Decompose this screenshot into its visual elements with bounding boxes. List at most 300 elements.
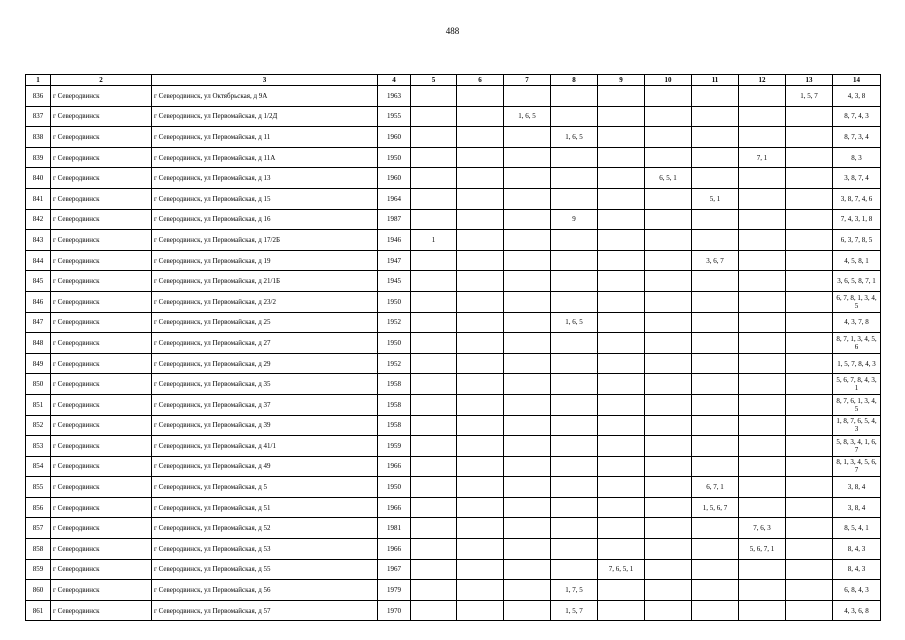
cell-col-13	[786, 477, 833, 498]
table-row	[26, 86, 881, 107]
table-row	[26, 374, 881, 395]
cell-col-9	[598, 539, 645, 560]
cell-col-7	[504, 188, 551, 209]
cell-col-8	[551, 518, 598, 539]
cell-col-5	[411, 333, 457, 354]
cell-col-7	[504, 333, 551, 354]
cell-col-13	[786, 188, 833, 209]
cell-col-11	[692, 271, 739, 292]
cell-col-13	[786, 518, 833, 539]
cell-col-8	[551, 456, 598, 477]
cell-col-14: 3, 8, 4	[833, 497, 881, 518]
cell-col-3: г Северодвинск, ул Первомайская, д 35	[152, 374, 378, 395]
cell-col-13	[786, 147, 833, 168]
cell-col-4: 1950	[378, 147, 411, 168]
cell-col-3: г Северодвинск, ул Первомайская, д 15	[152, 188, 378, 209]
cell-col-8	[551, 86, 598, 107]
cell-col-11	[692, 456, 739, 477]
cell-col-1: 856	[26, 497, 51, 518]
cell-col-1: 836	[26, 86, 51, 107]
cell-col-8	[551, 477, 598, 498]
table-body	[26, 86, 881, 621]
cell-col-13	[786, 580, 833, 601]
cell-col-14: 6, 7, 8, 1, 3, 4, 5	[833, 291, 881, 312]
column-header-2: 2	[51, 75, 152, 86]
cell-col-8	[551, 230, 598, 251]
cell-col-13	[786, 600, 833, 621]
cell-col-10	[645, 291, 692, 312]
cell-col-12	[739, 188, 786, 209]
column-header-9: 9	[598, 75, 645, 86]
cell-col-12	[739, 168, 786, 189]
cell-col-7	[504, 168, 551, 189]
cell-col-10	[645, 518, 692, 539]
cell-col-8: 9	[551, 209, 598, 230]
cell-col-3: г Северодвинск, ул Первомайская, д 52	[152, 518, 378, 539]
cell-col-7: 1, 6, 5	[504, 106, 551, 127]
cell-col-1: 855	[26, 477, 51, 498]
cell-col-6	[457, 415, 504, 436]
cell-col-2: г Северодвинск	[51, 497, 152, 518]
cell-col-4: 1950	[378, 291, 411, 312]
table-row	[26, 456, 881, 477]
cell-col-11: 1, 5, 6, 7	[692, 497, 739, 518]
cell-col-8	[551, 147, 598, 168]
cell-col-9: 7, 6, 5, 1	[598, 559, 645, 580]
cell-col-2: г Северодвинск	[51, 209, 152, 230]
cell-col-4: 1979	[378, 580, 411, 601]
cell-col-10	[645, 86, 692, 107]
cell-col-7	[504, 559, 551, 580]
cell-col-7	[504, 580, 551, 601]
cell-col-6	[457, 374, 504, 395]
cell-col-2: г Северодвинск	[51, 477, 152, 498]
cell-col-8	[551, 415, 598, 436]
cell-col-2: г Северодвинск	[51, 291, 152, 312]
cell-col-5	[411, 456, 457, 477]
cell-col-10	[645, 127, 692, 148]
cell-col-13	[786, 497, 833, 518]
cell-col-6	[457, 353, 504, 374]
cell-col-14: 3, 8, 7, 4, 6	[833, 188, 881, 209]
column-header-12: 12	[739, 75, 786, 86]
cell-col-11	[692, 394, 739, 415]
cell-col-9	[598, 497, 645, 518]
cell-col-12	[739, 209, 786, 230]
cell-col-12	[739, 291, 786, 312]
cell-col-6	[457, 559, 504, 580]
cell-col-2: г Северодвинск	[51, 559, 152, 580]
cell-col-14: 3, 6, 5, 8, 7, 1	[833, 271, 881, 292]
cell-col-11	[692, 580, 739, 601]
cell-col-10	[645, 312, 692, 333]
cell-col-3: г Северодвинск, ул Первомайская, д 27	[152, 333, 378, 354]
cell-col-6	[457, 86, 504, 107]
cell-col-11	[692, 147, 739, 168]
cell-col-9	[598, 230, 645, 251]
cell-col-3: г Северодвинск, ул Первомайская, д 37	[152, 394, 378, 415]
cell-col-10	[645, 600, 692, 621]
cell-col-4: 1966	[378, 539, 411, 560]
cell-col-2: г Северодвинск	[51, 86, 152, 107]
cell-col-8	[551, 436, 598, 457]
cell-col-12	[739, 86, 786, 107]
cell-col-14: 1, 8, 7, 6, 5, 4, 3	[833, 415, 881, 436]
cell-col-14: 3, 8, 4	[833, 477, 881, 498]
cell-col-1: 842	[26, 209, 51, 230]
cell-col-3: г Северодвинск, ул Первомайская, д 17/2Б	[152, 230, 378, 251]
cell-col-10	[645, 436, 692, 457]
cell-col-3: г Северодвинск, ул Первомайская, д 19	[152, 250, 378, 271]
cell-col-5	[411, 477, 457, 498]
cell-col-12: 5, 6, 7, 1	[739, 539, 786, 560]
table-row	[26, 580, 881, 601]
cell-col-12	[739, 394, 786, 415]
cell-col-2: г Северодвинск	[51, 271, 152, 292]
cell-col-14: 8, 7, 1, 3, 4, 5, 6	[833, 333, 881, 354]
cell-col-10	[645, 394, 692, 415]
cell-col-5	[411, 539, 457, 560]
cell-col-8: 1, 5, 7	[551, 600, 598, 621]
cell-col-13	[786, 559, 833, 580]
cell-col-2: г Северодвинск	[51, 188, 152, 209]
cell-col-11	[692, 333, 739, 354]
cell-col-9	[598, 580, 645, 601]
cell-col-13: 1, 5, 7	[786, 86, 833, 107]
column-header-3: 3	[152, 75, 378, 86]
cell-col-10: 6, 5, 1	[645, 168, 692, 189]
cell-col-12	[739, 271, 786, 292]
cell-col-4: 1958	[378, 415, 411, 436]
table-row	[26, 436, 881, 457]
cell-col-14: 8, 7, 6, 1, 3, 4, 5	[833, 394, 881, 415]
column-header-4: 4	[378, 75, 411, 86]
cell-col-4: 1981	[378, 518, 411, 539]
cell-col-1: 848	[26, 333, 51, 354]
cell-col-10	[645, 374, 692, 395]
cell-col-9	[598, 374, 645, 395]
cell-col-10	[645, 497, 692, 518]
cell-col-13	[786, 230, 833, 251]
cell-col-8	[551, 353, 598, 374]
cell-col-3: г Северодвинск, ул Первомайская, д 39	[152, 415, 378, 436]
cell-col-14: 6, 8, 4, 3	[833, 580, 881, 601]
cell-col-13	[786, 209, 833, 230]
cell-col-4: 1952	[378, 312, 411, 333]
cell-col-5	[411, 518, 457, 539]
cell-col-3: г Северодвинск, ул Первомайская, д 13	[152, 168, 378, 189]
cell-col-7	[504, 312, 551, 333]
cell-col-11: 3, 6, 7	[692, 250, 739, 271]
cell-col-3: г Северодвинск, ул Первомайская, д 49	[152, 456, 378, 477]
cell-col-2: г Северодвинск	[51, 333, 152, 354]
table-row	[26, 188, 881, 209]
cell-col-2: г Северодвинск	[51, 436, 152, 457]
cell-col-10	[645, 580, 692, 601]
cell-col-4: 1947	[378, 250, 411, 271]
cell-col-8	[551, 497, 598, 518]
cell-col-7	[504, 209, 551, 230]
cell-col-4: 1964	[378, 188, 411, 209]
cell-col-8	[551, 106, 598, 127]
table-row	[26, 127, 881, 148]
cell-col-1: 851	[26, 394, 51, 415]
cell-col-6	[457, 271, 504, 292]
cell-col-1: 840	[26, 168, 51, 189]
table-row	[26, 250, 881, 271]
cell-col-11	[692, 291, 739, 312]
cell-col-5	[411, 436, 457, 457]
cell-col-14: 4, 3, 6, 8	[833, 600, 881, 621]
cell-col-3: г Северодвинск, ул Первомайская, д 29	[152, 353, 378, 374]
table-row	[26, 333, 881, 354]
cell-col-3: г Северодвинск, ул Первомайская, д 11А	[152, 147, 378, 168]
cell-col-8: 1, 6, 5	[551, 127, 598, 148]
cell-col-14: 5, 6, 7, 8, 4, 3, 1	[833, 374, 881, 395]
column-header-13: 13	[786, 75, 833, 86]
cell-col-4: 1960	[378, 168, 411, 189]
cell-col-11	[692, 518, 739, 539]
table-row	[26, 353, 881, 374]
cell-col-5	[411, 147, 457, 168]
cell-col-8	[551, 271, 598, 292]
cell-col-7	[504, 600, 551, 621]
cell-col-2: г Северодвинск	[51, 127, 152, 148]
cell-col-1: 859	[26, 559, 51, 580]
cell-col-5	[411, 271, 457, 292]
cell-col-6	[457, 436, 504, 457]
cell-col-6	[457, 188, 504, 209]
cell-col-7	[504, 353, 551, 374]
table-row	[26, 518, 881, 539]
cell-col-10	[645, 477, 692, 498]
cell-col-8	[551, 559, 598, 580]
cell-col-9	[598, 415, 645, 436]
cell-col-4: 1966	[378, 456, 411, 477]
cell-col-6	[457, 477, 504, 498]
cell-col-3: г Северодвинск, ул Первомайская, д 55	[152, 559, 378, 580]
cell-col-13	[786, 394, 833, 415]
column-header-10: 10	[645, 75, 692, 86]
cell-col-11	[692, 559, 739, 580]
cell-col-9	[598, 394, 645, 415]
cell-col-1: 839	[26, 147, 51, 168]
cell-col-4: 1950	[378, 333, 411, 354]
cell-col-9	[598, 127, 645, 148]
cell-col-4: 1970	[378, 600, 411, 621]
cell-col-10	[645, 271, 692, 292]
cell-col-4: 1952	[378, 353, 411, 374]
cell-col-12	[739, 333, 786, 354]
cell-col-2: г Северодвинск	[51, 394, 152, 415]
column-header-6: 6	[457, 75, 504, 86]
cell-col-7	[504, 147, 551, 168]
cell-col-6	[457, 539, 504, 560]
cell-col-5	[411, 106, 457, 127]
table-row	[26, 477, 881, 498]
cell-col-5	[411, 291, 457, 312]
table-row	[26, 600, 881, 621]
cell-col-5	[411, 374, 457, 395]
cell-col-6	[457, 312, 504, 333]
table-row	[26, 312, 881, 333]
cell-col-6	[457, 291, 504, 312]
cell-col-2: г Северодвинск	[51, 600, 152, 621]
cell-col-9	[598, 436, 645, 457]
cell-col-4: 1958	[378, 394, 411, 415]
data-table	[25, 74, 881, 621]
column-header-5: 5	[411, 75, 457, 86]
cell-col-1: 853	[26, 436, 51, 457]
table-row	[26, 271, 881, 292]
cell-col-11	[692, 127, 739, 148]
cell-col-5	[411, 559, 457, 580]
cell-col-5	[411, 353, 457, 374]
cell-col-13	[786, 374, 833, 395]
cell-col-4: 1950	[378, 477, 411, 498]
table-row	[26, 230, 881, 251]
cell-col-12: 7, 1	[739, 147, 786, 168]
cell-col-7	[504, 497, 551, 518]
cell-col-1: 841	[26, 188, 51, 209]
cell-col-11	[692, 600, 739, 621]
cell-col-7	[504, 127, 551, 148]
cell-col-9	[598, 477, 645, 498]
cell-col-5	[411, 394, 457, 415]
cell-col-9	[598, 600, 645, 621]
cell-col-2: г Северодвинск	[51, 539, 152, 560]
cell-col-8	[551, 539, 598, 560]
cell-col-12	[739, 436, 786, 457]
cell-col-1: 861	[26, 600, 51, 621]
cell-col-4: 1946	[378, 230, 411, 251]
cell-col-12	[739, 374, 786, 395]
cell-col-12: 7, 6, 3	[739, 518, 786, 539]
cell-col-1: 845	[26, 271, 51, 292]
cell-col-4: 1960	[378, 127, 411, 148]
cell-col-12	[739, 580, 786, 601]
cell-col-11	[692, 209, 739, 230]
column-header-8: 8	[551, 75, 598, 86]
cell-col-11	[692, 436, 739, 457]
column-header-1: 1	[26, 75, 51, 86]
cell-col-9	[598, 168, 645, 189]
table-row	[26, 209, 881, 230]
cell-col-6	[457, 230, 504, 251]
cell-col-3: г Северодвинск, ул Первомайская, д 53	[152, 539, 378, 560]
cell-col-9	[598, 456, 645, 477]
cell-col-3: г Северодвинск, ул Первомайская, д 51	[152, 497, 378, 518]
cell-col-12	[739, 312, 786, 333]
cell-col-12	[739, 415, 786, 436]
cell-col-2: г Северодвинск	[51, 230, 152, 251]
cell-col-7	[504, 230, 551, 251]
cell-col-5	[411, 127, 457, 148]
cell-col-9	[598, 250, 645, 271]
cell-col-13	[786, 127, 833, 148]
cell-col-2: г Северодвинск	[51, 518, 152, 539]
cell-col-2: г Северодвинск	[51, 580, 152, 601]
cell-col-6	[457, 580, 504, 601]
cell-col-3: г Северодвинск, ул Первомайская, д 25	[152, 312, 378, 333]
cell-col-2: г Северодвинск	[51, 353, 152, 374]
cell-col-5	[411, 497, 457, 518]
cell-col-1: 860	[26, 580, 51, 601]
cell-col-10	[645, 147, 692, 168]
cell-col-14: 6, 3, 7, 8, 5	[833, 230, 881, 251]
cell-col-9	[598, 271, 645, 292]
cell-col-11: 6, 7, 1	[692, 477, 739, 498]
cell-col-12	[739, 600, 786, 621]
cell-col-14: 8, 7, 3, 4	[833, 127, 881, 148]
cell-col-13	[786, 539, 833, 560]
cell-col-13	[786, 415, 833, 436]
cell-col-9	[598, 106, 645, 127]
cell-col-2: г Северодвинск	[51, 415, 152, 436]
cell-col-9	[598, 312, 645, 333]
cell-col-13	[786, 456, 833, 477]
table-row	[26, 559, 881, 580]
cell-col-9	[598, 333, 645, 354]
cell-col-13	[786, 250, 833, 271]
cell-col-14: 8, 4, 3	[833, 539, 881, 560]
cell-col-8: 1, 7, 5	[551, 580, 598, 601]
cell-col-5	[411, 250, 457, 271]
cell-col-4: 1987	[378, 209, 411, 230]
cell-col-5	[411, 188, 457, 209]
cell-col-7	[504, 291, 551, 312]
cell-col-3: г Северодвинск, ул Первомайская, д 23/2	[152, 291, 378, 312]
cell-col-1: 857	[26, 518, 51, 539]
cell-col-12	[739, 559, 786, 580]
cell-col-1: 837	[26, 106, 51, 127]
cell-col-9	[598, 147, 645, 168]
cell-col-11	[692, 539, 739, 560]
cell-col-11: 5, 1	[692, 188, 739, 209]
cell-col-12	[739, 456, 786, 477]
cell-col-4: 1966	[378, 497, 411, 518]
cell-col-8	[551, 394, 598, 415]
cell-col-4: 1945	[378, 271, 411, 292]
cell-col-4: 1959	[378, 436, 411, 457]
cell-col-12	[739, 106, 786, 127]
cell-col-5	[411, 312, 457, 333]
cell-col-10	[645, 209, 692, 230]
cell-col-6	[457, 209, 504, 230]
cell-col-7	[504, 250, 551, 271]
cell-col-14: 8, 3	[833, 147, 881, 168]
cell-col-7	[504, 374, 551, 395]
cell-col-8	[551, 291, 598, 312]
cell-col-10	[645, 250, 692, 271]
cell-col-3: г Северодвинск, ул Первомайская, д 11	[152, 127, 378, 148]
cell-col-6	[457, 250, 504, 271]
cell-col-12	[739, 497, 786, 518]
cell-col-2: г Северодвинск	[51, 312, 152, 333]
cell-col-8	[551, 168, 598, 189]
cell-col-5: 1	[411, 230, 457, 251]
cell-col-4: 1958	[378, 374, 411, 395]
cell-col-2: г Северодвинск	[51, 374, 152, 395]
cell-col-5	[411, 209, 457, 230]
cell-col-6	[457, 456, 504, 477]
cell-col-3: г Северодвинск, ул Первомайская, д 57	[152, 600, 378, 621]
cell-col-11	[692, 353, 739, 374]
cell-col-10	[645, 333, 692, 354]
cell-col-6	[457, 168, 504, 189]
cell-col-2: г Северодвинск	[51, 106, 152, 127]
cell-col-6	[457, 147, 504, 168]
